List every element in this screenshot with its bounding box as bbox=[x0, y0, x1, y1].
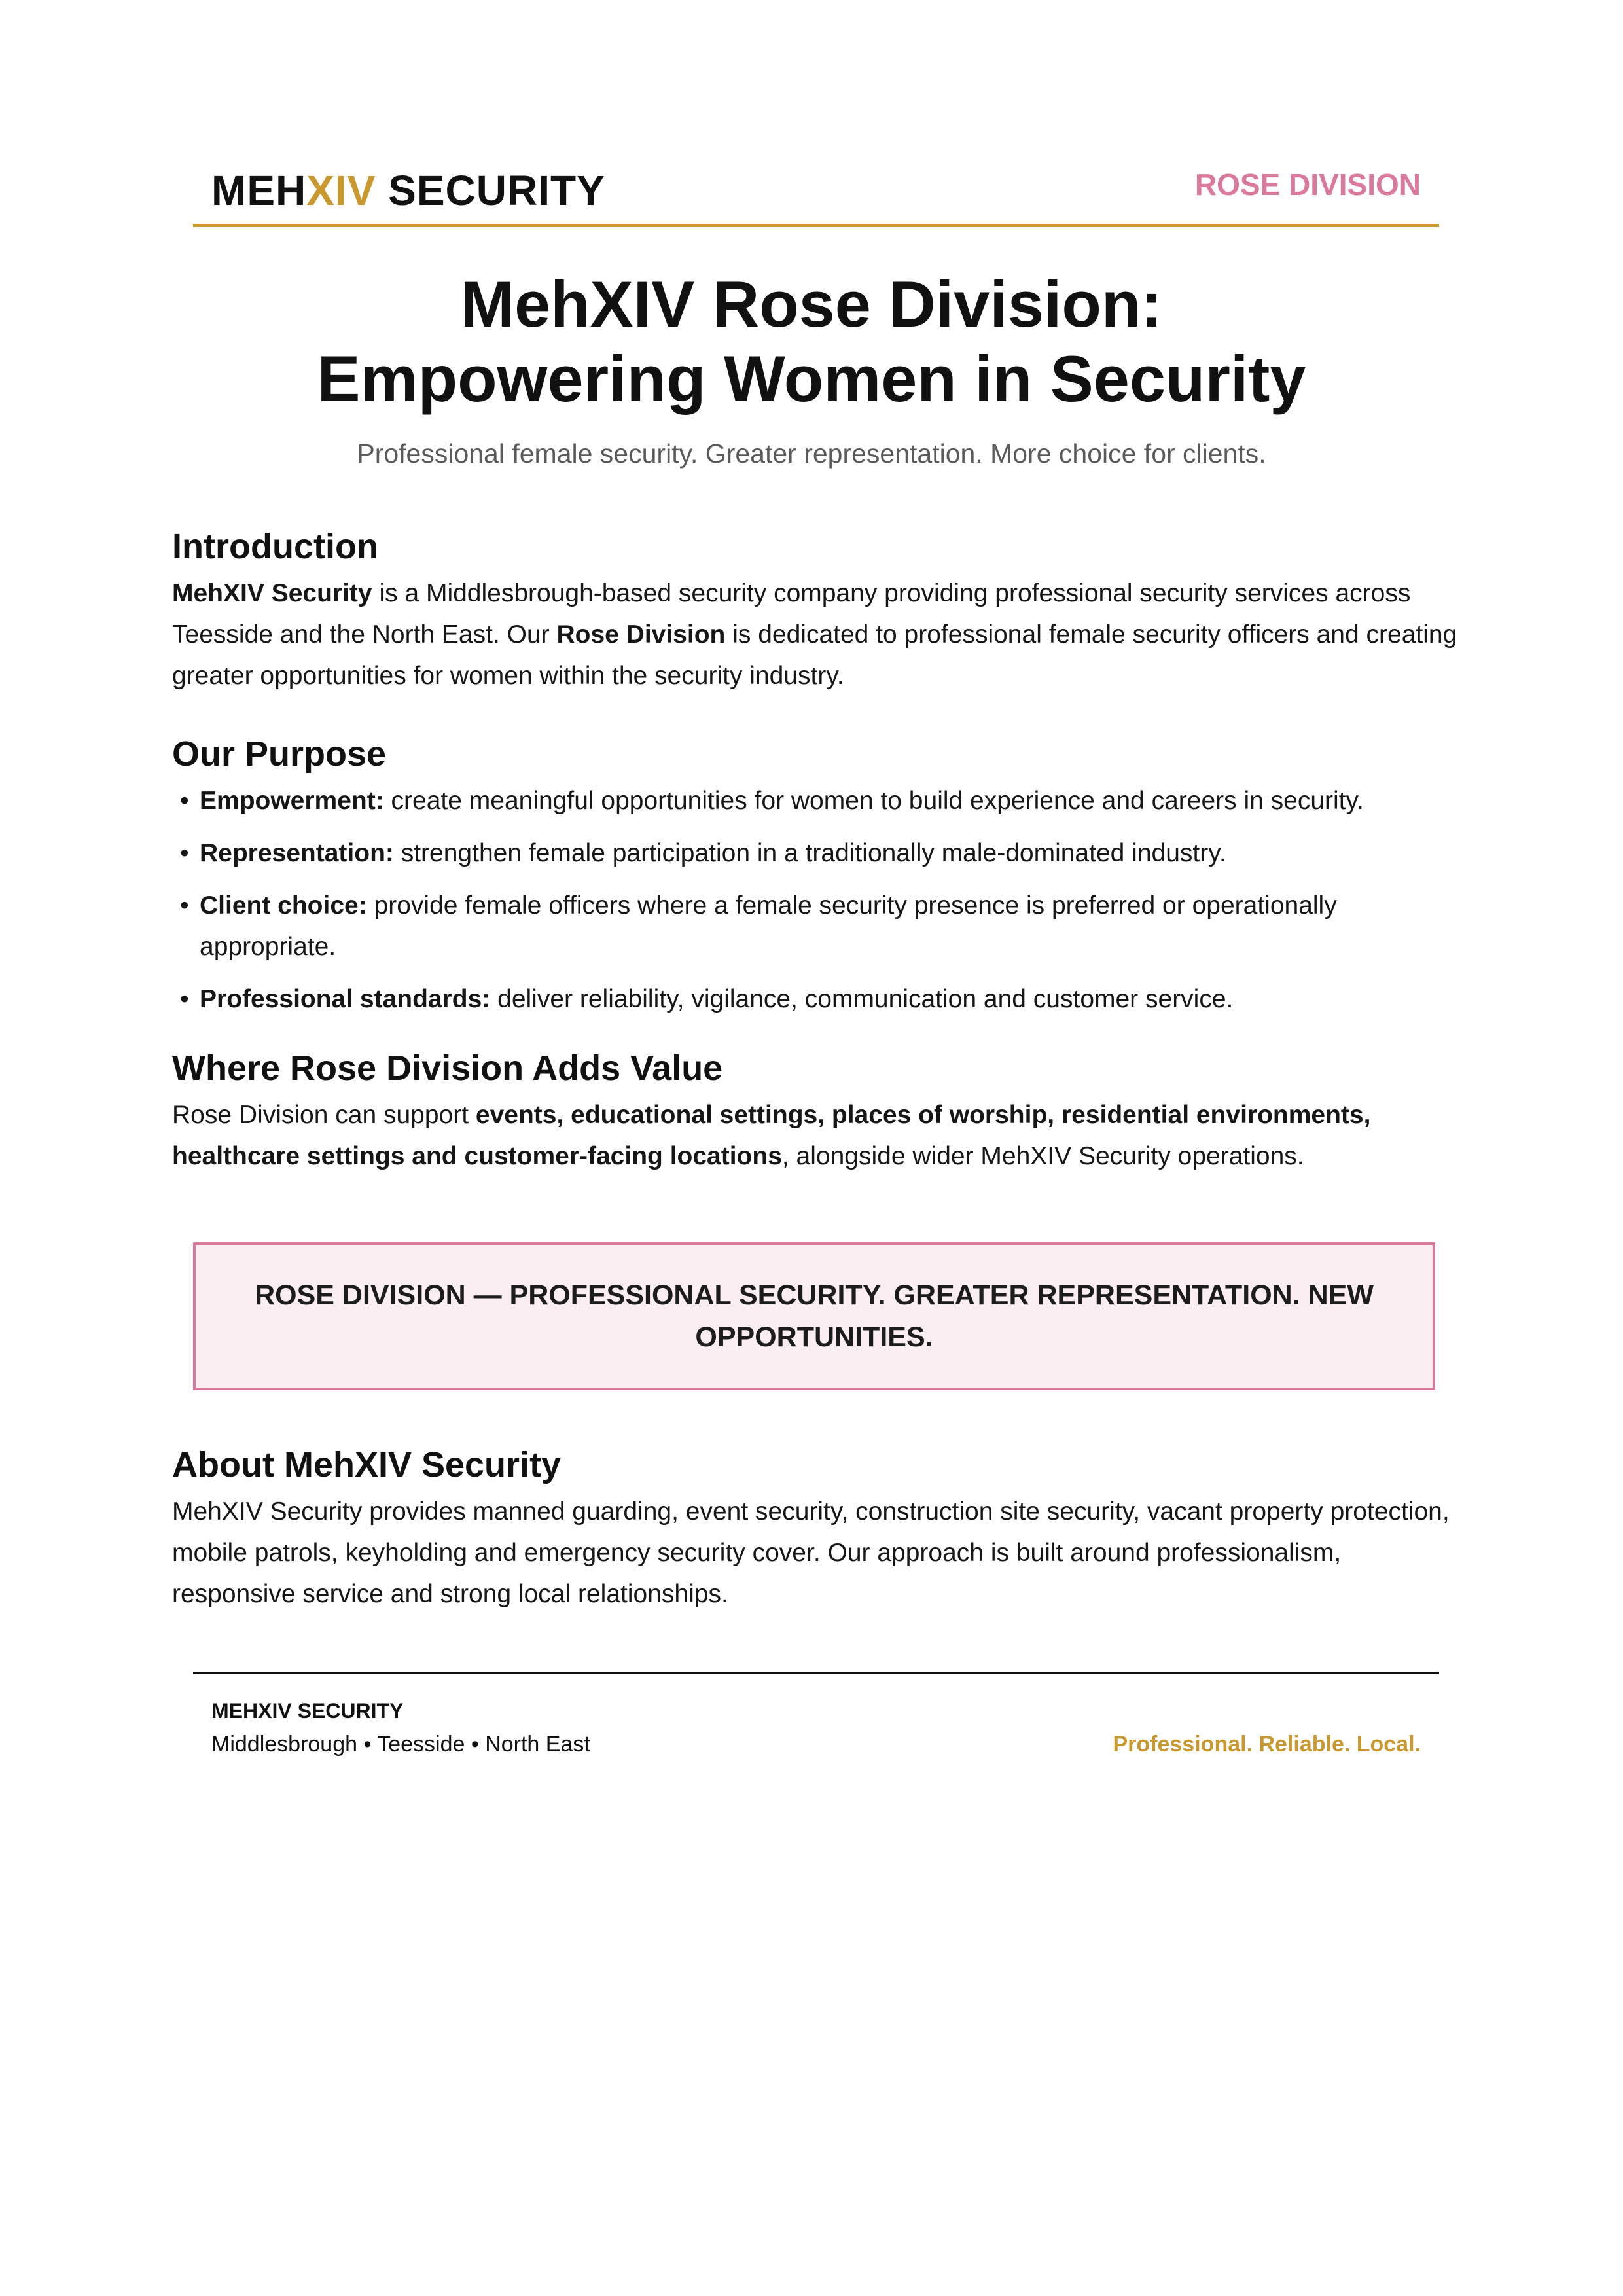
list-item bbox=[180, 833, 1468, 874]
about-section bbox=[172, 1439, 1468, 1615]
title-line-2: Empowering Women in Security bbox=[317, 342, 1306, 415]
footer-brand: MEHXIV SECURITY bbox=[211, 1699, 404, 1723]
intro-bold-company: MehXIV Security bbox=[172, 579, 372, 607]
purpose-list bbox=[172, 780, 1468, 1020]
main-content bbox=[172, 520, 1468, 1208]
division-tag: ROSE DIVISION bbox=[1194, 168, 1421, 202]
about-paragraph: MehXIV Security provides manned guarding, event security, construction site security, vacant property protection, mobile patrols, keyholding and emergency security cover. Our approach is built around professionalism, responsive service and strong local relationships. bbox=[172, 1498, 1450, 1608]
callout-text: ROSE DIVISION — PROFESSIONAL SECURITY. GREATER REPRESENTATION. NEW OPPORTUNITIES. bbox=[255, 1280, 1374, 1353]
value-heading: Where Rose Division Adds Value bbox=[172, 1049, 723, 1088]
purpose-section bbox=[172, 728, 1468, 1020]
value-section bbox=[172, 1042, 1468, 1177]
list-item-text: deliver reliability, vigilance, communication and customer service. bbox=[490, 985, 1234, 1013]
introduction-heading: Introduction bbox=[172, 527, 378, 566]
value-bold: events, educational settings, places of worship, residential environments, healthcare settings and customer-facing locations bbox=[172, 1101, 1371, 1170]
introduction-section bbox=[172, 520, 1468, 696]
list-item bbox=[180, 978, 1468, 1020]
footer-tagline: Professional. Reliable. Local. bbox=[1113, 1732, 1421, 1757]
list-item-text: create meaningful opportunities for women to build experience and careers in security. bbox=[383, 787, 1364, 815]
logo-accent: XIV bbox=[306, 167, 376, 214]
value-paragraph bbox=[172, 1094, 1468, 1177]
list-item-term: Client choice: bbox=[200, 891, 367, 920]
intro-text-2: is dedicated to professional female security officers and creating greater opportunities for women within the security industry. bbox=[172, 620, 1457, 690]
list-item bbox=[180, 885, 1468, 967]
page-footer bbox=[193, 1672, 1439, 1766]
logo-part-2: SECURITY bbox=[376, 167, 605, 214]
page-subtitle: Professional female security. Greater representation. More choice for clients. bbox=[357, 439, 1266, 469]
logo-part-1: MEH bbox=[211, 167, 307, 214]
company-logo bbox=[211, 166, 605, 215]
intro-text-1: is a Middlesbrough-based security company providing professional security services across Teesside and the North East. Our bbox=[172, 579, 1411, 649]
footer-location: Middlesbrough • Teesside • North East bbox=[211, 1732, 590, 1757]
list-item bbox=[180, 780, 1468, 821]
list-item-term: Representation: bbox=[200, 839, 394, 867]
list-item-text: strengthen female participation in a traditionally male-dominated industry. bbox=[393, 839, 1226, 867]
purpose-heading: Our Purpose bbox=[172, 734, 387, 774]
page-header bbox=[193, 157, 1439, 227]
title-line-1: MehXIV Rose Division: bbox=[460, 268, 1163, 340]
list-item-term: Empowerment: bbox=[200, 787, 384, 815]
callout-box bbox=[193, 1242, 1435, 1390]
value-text-2: , alongside wider MehXIV Security operations. bbox=[781, 1142, 1304, 1170]
value-text-1: Rose Division can support bbox=[172, 1101, 476, 1129]
page-title bbox=[0, 267, 1623, 416]
list-item-term: Professional standards: bbox=[200, 985, 491, 1013]
about-heading: About MehXIV Security bbox=[172, 1445, 562, 1484]
intro-bold-division: Rose Division bbox=[556, 620, 726, 649]
list-item-text: provide female officers where a female security presence is preferred or operationally appropriate. bbox=[200, 891, 1337, 961]
introduction-paragraph bbox=[172, 573, 1468, 696]
